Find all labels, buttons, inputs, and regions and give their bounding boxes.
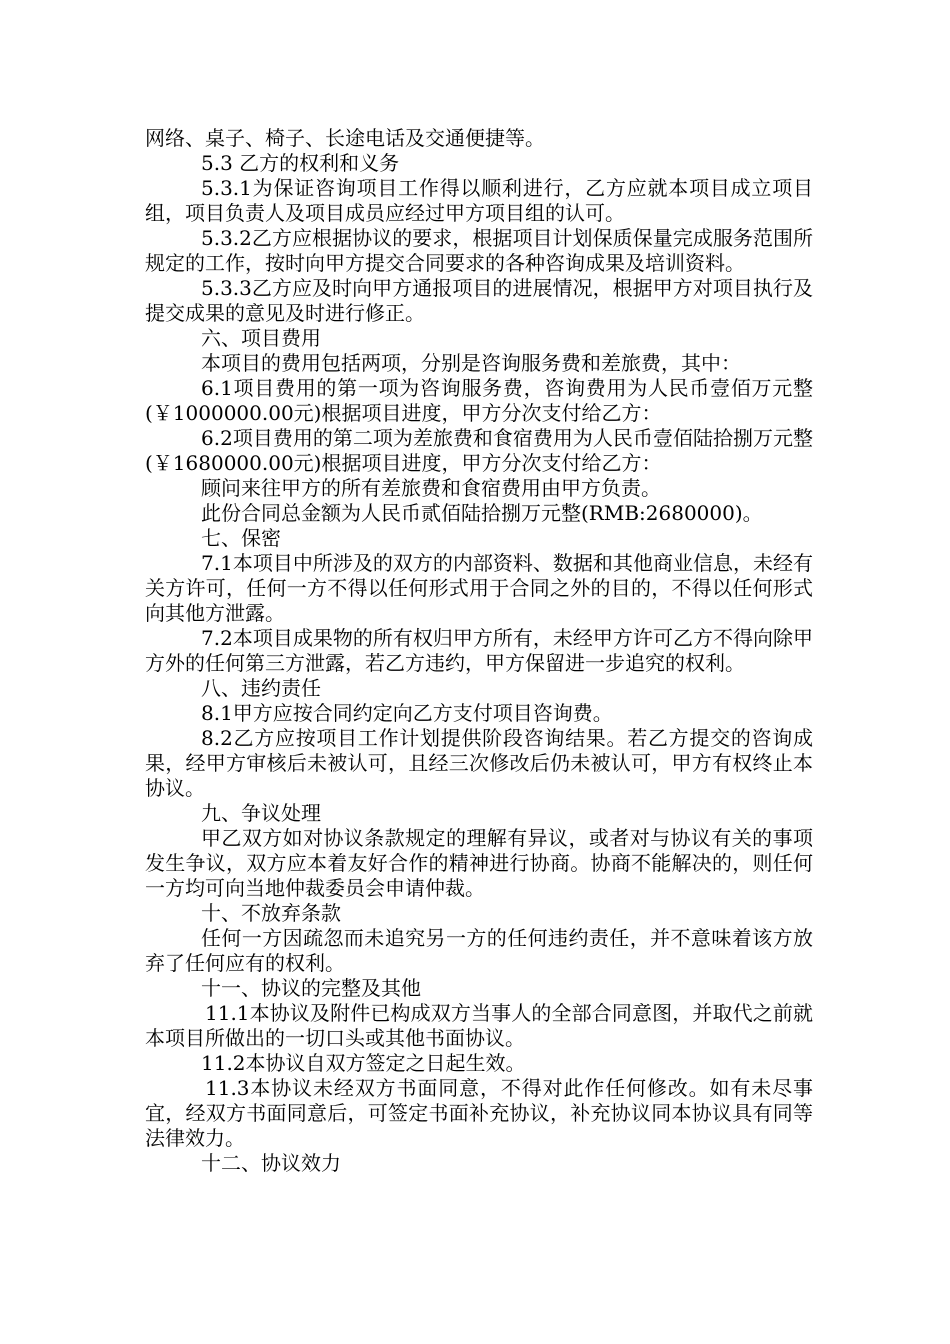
clause-5-3-1: 5.3.1为保证咨询项目工作得以顺利进行，乙方应就本项目成立项目组，项目负责人及项目成员应经过甲方项目组的认可。 <box>145 176 813 225</box>
paragraph-continuation: 网络、桌子、椅子、长途电话及交通便捷等。 <box>145 126 545 150</box>
paragraph-non-waiver: 任何一方因疏忽而未追究另一方的任何违约责任，并不意味着该方放弃了任何应有的权利。 <box>145 926 813 975</box>
paragraph-fees-intro: 本项目的费用包括两项，分别是咨询服务费和差旅费，其中： <box>201 351 741 375</box>
clause-7-2: 7.2本项目成果物的所有权归甲方所有，未经甲方许可乙方不得向除甲方外的任何第三方泄露，若乙方违约，甲方保留进一步追究的权利。 <box>145 626 813 675</box>
clause-6-2: 6.2项目费用的第二项为差旅费和食宿费用为人民币壹佰陆拾捌万元整(￥1680000.00元)根据项目进度，甲方分次支付给乙方： <box>145 426 813 475</box>
section-heading-10: 十、不放弃条款 <box>201 901 341 925</box>
clause-11-2: 11.2本协议自双方签定之日起生效。 <box>201 1051 526 1075</box>
clause-5-3-3: 5.3.3乙方应及时向甲方通报项目的进展情况，根据甲方对项目执行及提交成果的意见及时进行修正。 <box>145 276 813 325</box>
clause-8-1: 8.1甲方应按合同约定向乙方支付项目咨询费。 <box>201 701 613 725</box>
paragraph-travel-expenses: 顾问来往甲方的所有差旅费和食宿费用由甲方负责。 <box>201 476 661 500</box>
section-heading-8: 八、违约责任 <box>201 676 321 700</box>
clause-8-2: 8.2乙方应按项目工作计划提供阶段咨询结果。若乙方提交的咨询成果，经甲方审核后未被认可，且经三次修改后仍未被认可，甲方有权终止本协议。 <box>145 726 813 800</box>
section-heading-9: 九、争议处理 <box>201 801 321 825</box>
paragraph-dispute: 甲乙双方如对协议条款规定的理解有异议，或者对与协议有关的事项发生争议，双方应本着友好合作的精神进行协商。协商不能解决的，则任何一方均可向当地仲裁委员会申请仲裁。 <box>145 826 813 900</box>
section-heading-5-3: 5.3 乙方的权利和义务 <box>201 151 400 175</box>
clause-11-1: 11.1本协议及附件已构成双方当事人的全部合同意图，并取代之前就本项目所做出的一切口头或其他书面协议。 <box>145 1001 813 1050</box>
clause-7-1: 7.1本项目中所涉及的双方的内部资料、数据和其他商业信息，未经有关方许可，任何一方不得以任何形式用于合同之外的目的，不得以任何形式向其他方泄露。 <box>145 551 813 625</box>
section-heading-6: 六、项目费用 <box>201 326 321 350</box>
clause-6-1: 6.1项目费用的第一项为咨询服务费，咨询费用为人民币壹佰万元整(￥1000000.00元)根据项目进度，甲方分次支付给乙方： <box>145 376 813 425</box>
paragraph-total-amount: 此份合同总金额为人民币贰佰陆拾捌万元整(RMB:2680000)。 <box>201 501 763 525</box>
document-page <box>145 126 813 1226</box>
section-heading-12: 十二、协议效力 <box>201 1151 341 1175</box>
section-heading-7: 七、保密 <box>201 526 281 550</box>
clause-11-3: 11.3本协议未经双方书面同意，不得对此作任何修改。如有未尽事宜，经双方书面同意后，可签定书面补充协议，补充协议同本协议具有同等法律效力。 <box>145 1076 813 1150</box>
section-heading-11: 十一、协议的完整及其他 <box>201 976 421 1000</box>
clause-5-3-2: 5.3.2乙方应根据协议的要求，根据项目计划保质保量完成服务范围所规定的工作，按时向甲方提交合同要求的各种咨询成果及培训资料。 <box>145 226 813 275</box>
